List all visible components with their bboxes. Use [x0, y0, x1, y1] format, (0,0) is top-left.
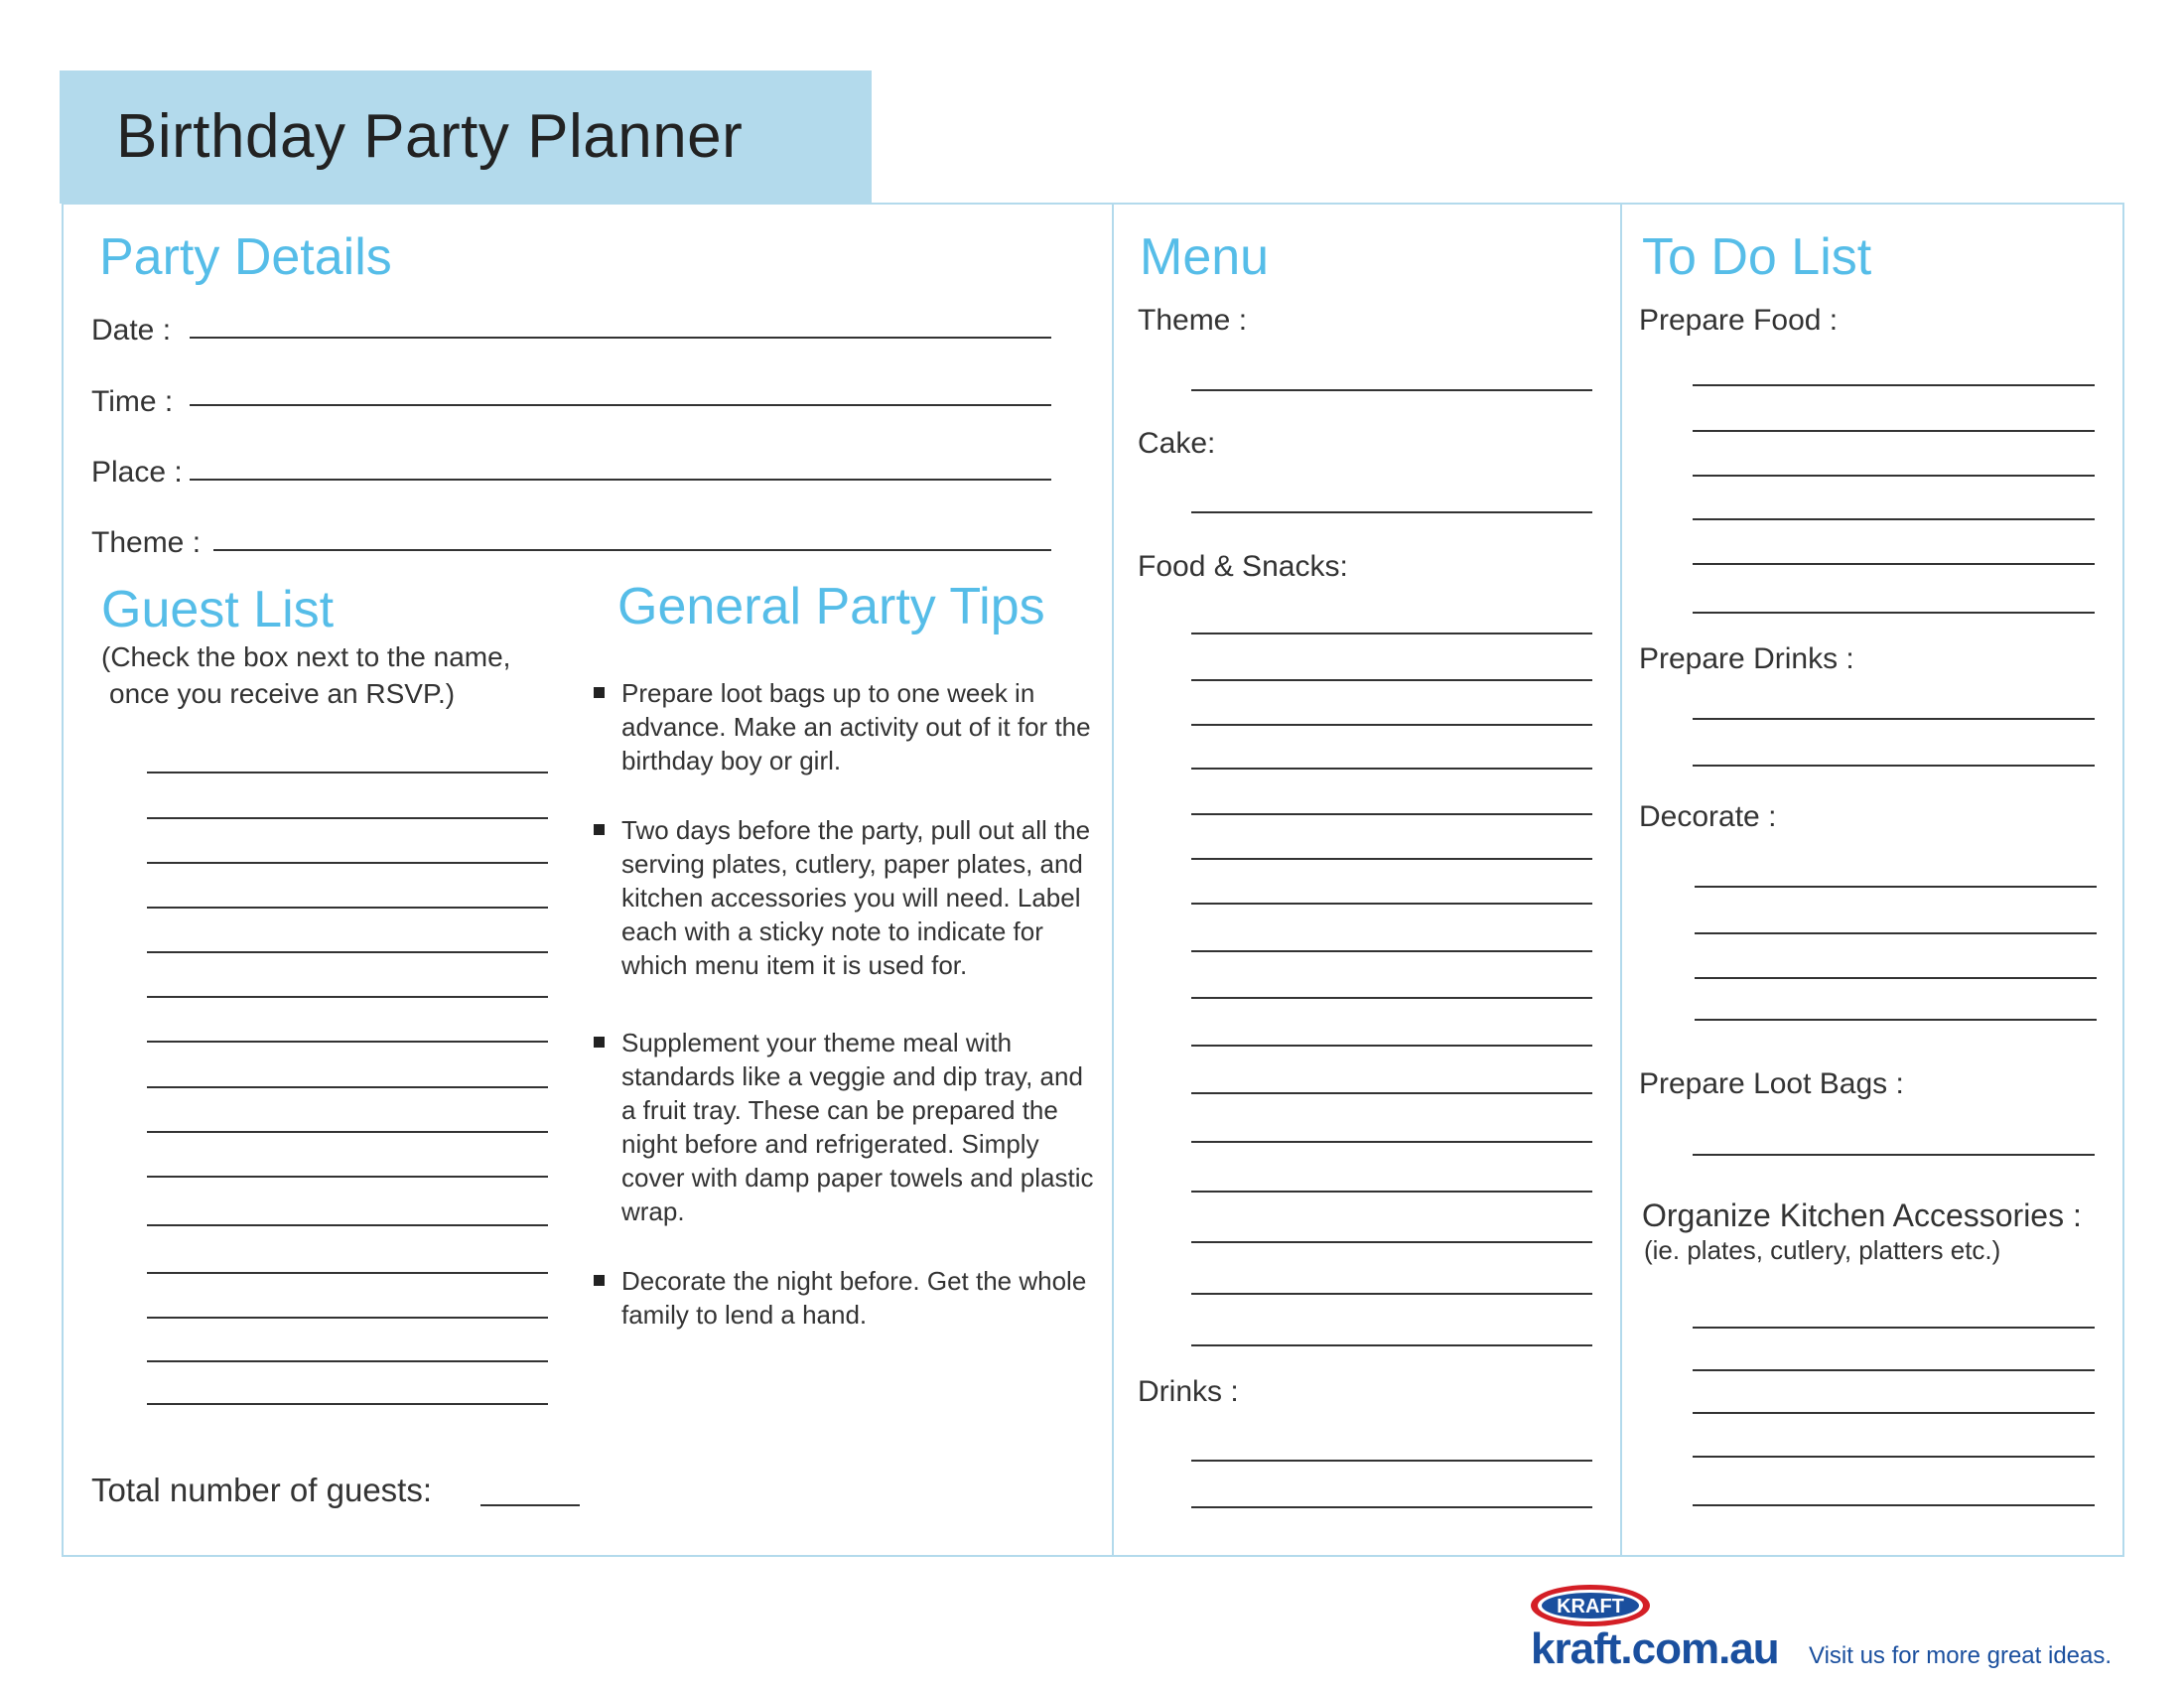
food-line[interactable] — [1191, 1045, 1592, 1047]
tip-item — [592, 1026, 1094, 1228]
theme-label: Theme : — [91, 526, 202, 559]
kraft-logo-text: KRAFT — [1557, 1596, 1624, 1618]
food-line[interactable] — [1191, 1293, 1592, 1295]
food-line[interactable] — [1191, 997, 1592, 999]
loot-bags-label: Prepare Loot Bags : — [1639, 1067, 1904, 1100]
place-field-line[interactable] — [190, 479, 1051, 481]
time-field-line[interactable] — [190, 404, 1051, 406]
food-line[interactable] — [1191, 903, 1592, 905]
kitchen-line[interactable] — [1693, 1412, 2095, 1414]
tips-heading: General Party Tips — [617, 578, 1045, 635]
food-line[interactable] — [1191, 768, 1592, 770]
food-snacks-label: Food & Snacks: — [1138, 550, 1348, 583]
food-line[interactable] — [1191, 633, 1592, 634]
theme-field-line[interactable] — [213, 549, 1051, 551]
tip-text: Supplement your theme meal with standards like a veggie and dip tray, and a fruit tray. These can be prepared the night before and refrigerated. Simply cover with damp paper towels and plastic wrap. — [621, 1028, 1094, 1226]
tip-item — [592, 813, 1094, 982]
food-line[interactable] — [1191, 1344, 1592, 1346]
guest-line[interactable] — [147, 1317, 548, 1319]
food-line[interactable] — [1191, 1241, 1592, 1243]
bullet-icon — [594, 1037, 605, 1048]
prepare-food-line[interactable] — [1693, 475, 2095, 477]
prepare-food-line[interactable] — [1693, 384, 2095, 386]
food-line[interactable] — [1191, 950, 1592, 952]
kraft-url-link[interactable]: kraft.com.au — [1531, 1624, 1779, 1673]
menu-theme-label: Theme : — [1138, 304, 1248, 337]
guest-line[interactable] — [147, 817, 548, 819]
tip-item — [592, 1264, 1094, 1332]
menu-heading: Menu — [1140, 228, 1270, 286]
bullet-icon — [594, 687, 605, 698]
kitchen-accessories-sublabel: (ie. plates, cutlery, platters etc.) — [1644, 1235, 2001, 1265]
prepare-food-line[interactable] — [1693, 518, 2095, 520]
decorate-label: Decorate : — [1639, 800, 1777, 833]
cake-label: Cake: — [1138, 427, 1216, 460]
prepare-food-line[interactable] — [1693, 430, 2095, 432]
decorate-line[interactable] — [1695, 886, 2097, 888]
menu-theme-line[interactable] — [1191, 389, 1592, 391]
tip-text: Decorate the night before. Get the whole family to lend a hand. — [621, 1266, 1087, 1330]
kitchen-line[interactable] — [1693, 1456, 2095, 1458]
kitchen-line[interactable] — [1693, 1369, 2095, 1371]
food-line[interactable] — [1191, 1092, 1592, 1094]
tips-list — [592, 676, 1094, 1332]
loot-bags-line[interactable] — [1693, 1154, 2095, 1156]
prepare-drinks-label: Prepare Drinks : — [1639, 642, 1854, 675]
guest-line[interactable] — [147, 1272, 548, 1274]
page-title: Birthday Party Planner — [116, 102, 744, 171]
date-field-line[interactable] — [190, 337, 1051, 339]
food-line[interactable] — [1191, 858, 1592, 860]
drinks-line[interactable] — [1191, 1506, 1592, 1508]
decorate-line[interactable] — [1695, 977, 2097, 979]
prepare-food-line[interactable] — [1693, 612, 2095, 614]
guest-note-line-1: (Check the box next to the name, — [101, 641, 511, 672]
prepare-food-line[interactable] — [1693, 563, 2095, 565]
kraft-tagline: Visit us for more great ideas. — [1809, 1642, 2113, 1669]
guest-list-note — [101, 638, 578, 712]
guest-note-line-2: once you receive an RSVP.) — [109, 678, 456, 709]
time-label: Time : — [91, 385, 174, 418]
guest-line[interactable] — [147, 1041, 548, 1043]
prepare-food-label: Prepare Food : — [1639, 304, 1839, 337]
kraft-logo — [1529, 1583, 1652, 1628]
party-details-heading: Party Details — [99, 228, 392, 286]
guest-line[interactable] — [147, 907, 548, 909]
guest-line[interactable] — [147, 1403, 548, 1405]
prepare-drinks-line[interactable] — [1693, 718, 2095, 720]
guest-line[interactable] — [147, 772, 548, 774]
drinks-label: Drinks : — [1138, 1375, 1239, 1408]
date-label: Date : — [91, 314, 172, 347]
guest-line[interactable] — [147, 951, 548, 953]
total-guests-line[interactable] — [480, 1504, 580, 1506]
column-divider-menu — [1112, 203, 1114, 1557]
guest-line[interactable] — [147, 1176, 548, 1178]
kitchen-line[interactable] — [1693, 1327, 2095, 1329]
kitchen-accessories-label: Organize Kitchen Accessories : — [1642, 1197, 2082, 1233]
bullet-icon — [594, 1275, 605, 1286]
guest-line[interactable] — [147, 996, 548, 998]
food-line[interactable] — [1191, 1191, 1592, 1193]
tip-item — [592, 676, 1094, 777]
guest-line[interactable] — [147, 1086, 548, 1088]
food-line[interactable] — [1191, 1141, 1592, 1143]
prepare-drinks-line[interactable] — [1693, 765, 2095, 767]
guest-list-heading: Guest List — [101, 581, 335, 638]
bullet-icon — [594, 824, 605, 835]
cake-line[interactable] — [1191, 511, 1592, 513]
title-banner — [60, 70, 872, 204]
guest-line[interactable] — [147, 1224, 548, 1226]
tip-text: Prepare loot bags up to one week in advance. Make an activity out of it for the birthday boy or girl. — [621, 678, 1091, 775]
food-line[interactable] — [1191, 679, 1592, 681]
food-line[interactable] — [1191, 724, 1592, 726]
guest-line[interactable] — [147, 1360, 548, 1362]
tip-text: Two days before the party, pull out all the serving plates, cutlery, paper plates, and kitchen accessories you will need. Label each with a sticky note to indicate for which menu item it is used for. — [621, 815, 1091, 980]
drinks-line[interactable] — [1191, 1460, 1592, 1462]
todo-heading: To Do List — [1642, 228, 1872, 286]
column-divider-todo — [1620, 203, 1622, 1557]
food-line[interactable] — [1191, 813, 1592, 815]
decorate-line[interactable] — [1695, 932, 2097, 934]
guest-line[interactable] — [147, 1131, 548, 1133]
kitchen-line[interactable] — [1693, 1504, 2095, 1506]
place-label: Place : — [91, 456, 183, 489]
total-guests-label: Total number of guests: — [91, 1472, 433, 1508]
guest-line[interactable] — [147, 862, 548, 864]
decorate-line[interactable] — [1695, 1019, 2097, 1021]
